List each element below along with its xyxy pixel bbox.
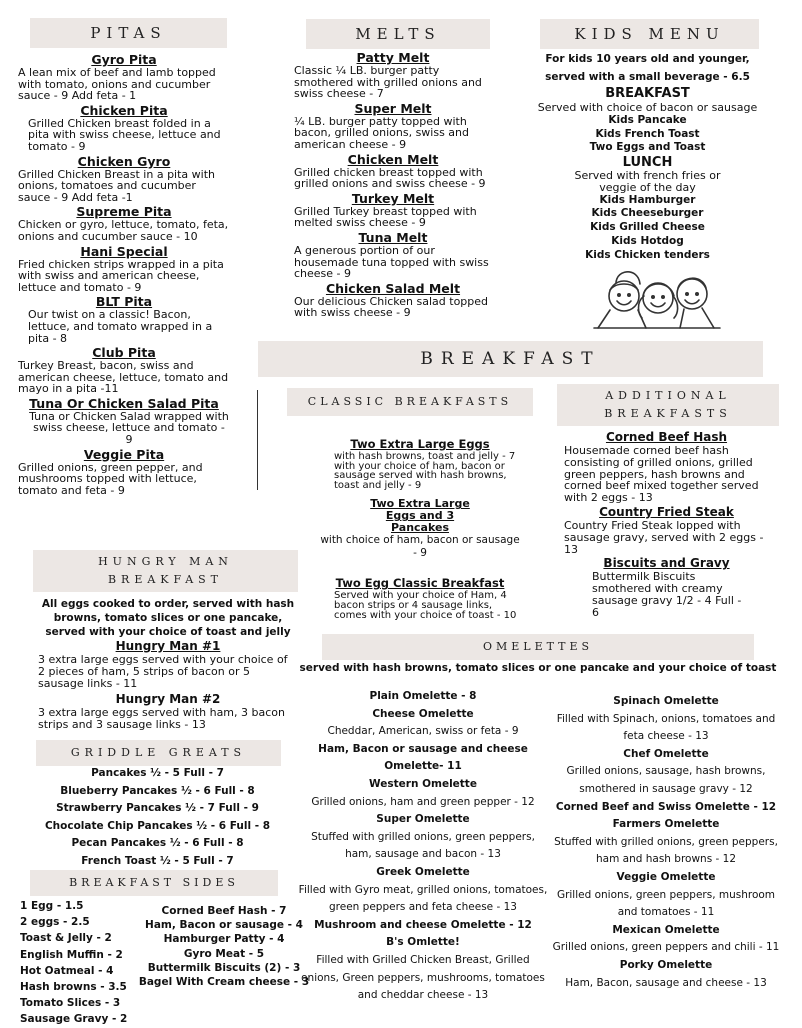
additional-desc: Country Fried Steak lopped with sausage gravy, served with 2 eggs - 13: [564, 518, 764, 556]
griddle-item: French Toast ½ - 5 Full - 7: [81, 854, 234, 867]
griddle-item: Pecan Pancakes ½ - 6 Full - 8: [71, 837, 244, 849]
pita-desc: Grilled Chicken Breast in a pita with onions, tomatoes and cucumber sauce - 9 Add feta -1: [18, 167, 215, 204]
side-item: Hot Oatmeal - 4: [20, 964, 114, 977]
melt-desc: Our delicious Chicken salad topped with swiss cheese - 9: [294, 294, 489, 320]
pita-desc: A lean mix of beef and lamb topped with tomato, onions and cucumber sauce - 9 Add feta - 1: [18, 66, 216, 103]
omelette-name: Western Omelette: [369, 777, 477, 790]
kids-lunch-note: Served with french fries or veggie of the day: [574, 168, 721, 194]
side-item: Hamburger Patty - 4: [163, 933, 285, 946]
additional-desc: Buttermilk Biscuits smothered with creamy sausage gravy 1/2 - 4 Full - 6: [592, 570, 742, 619]
kids-heading: KIDS MENU: [540, 19, 759, 49]
breakfast-heading: BREAKFAST: [258, 341, 763, 377]
griddle-item: Pancakes ½ - 5 Full - 7: [91, 767, 224, 779]
melt-name: Turkey Melt: [351, 190, 435, 206]
sides-col2: [138, 904, 310, 989]
kids-breakfast-item: Kids French Toast: [595, 127, 700, 140]
side-item: English Muffin - 2: [20, 948, 123, 961]
omelette-name: Porky Omelette: [619, 958, 713, 971]
melt-desc: Grilled Turkey breast topped with melted swiss cheese - 9: [294, 204, 477, 230]
omelette-name: Corned Beef and Swiss Omelette - 12: [555, 800, 777, 813]
side-item: Hash browns - 3.5: [20, 981, 127, 994]
pita-desc: Chicken or gyro, lettuce, tomato, feta, onions and cucumber sauce - 10: [18, 218, 229, 243]
kids-lunch-item: Kids Grilled Cheese: [590, 221, 705, 234]
additional-section: [564, 430, 769, 620]
omelettes-right: [552, 693, 780, 992]
kids-lunch-item: Kids Cheeseburger: [591, 207, 704, 220]
sides-heading: BREAKFAST SIDES: [30, 870, 278, 896]
omelette-name: Plain Omelette - 8: [369, 690, 477, 702]
pita-name: BLT Pita: [95, 294, 153, 310]
omelettes-left: [298, 688, 548, 1005]
melts-heading: MELTS: [306, 19, 490, 49]
melt-name: Chicken Melt: [347, 151, 439, 167]
kids-lunch-item: Kids Chicken tenders: [585, 248, 710, 261]
pita-name: Tuna Or Chicken Salad Pita: [29, 395, 219, 411]
griddle-section: [30, 765, 285, 870]
hungry-section: [38, 597, 298, 734]
pita-desc: Grilled Chicken breast folded in a pita with swiss cheese, lettuce and tomato - 9: [28, 116, 221, 153]
classic-desc: with choice of ham, bacon or sausage - 9: [320, 534, 520, 560]
melts-section: [288, 50, 498, 320]
kids-intro-2: served with a small beverage - 6.5: [545, 71, 750, 83]
melt-name: Patty Melt: [356, 50, 430, 65]
pita-desc: Fried chicken strips wrapped in a pita with swiss and american cheese, lettuce and tomato - 9: [18, 257, 224, 294]
omelette-name: Veggie Omelette: [616, 870, 716, 883]
side-item: 1 Egg - 1.5: [20, 900, 84, 912]
side-item: Toast & Jelly - 2: [20, 932, 112, 945]
side-item: 2 eggs - 2.5: [20, 916, 90, 929]
omelette-name: Mexican Omelette: [612, 923, 720, 936]
side-item: Ham, Bacon or sausage - 4: [145, 919, 303, 932]
omelette-name: Farmers Omelette: [612, 818, 720, 831]
melt-desc: Grilled chicken breast topped with grilled onions and swiss cheese - 9: [294, 165, 486, 191]
omelette-desc: Filled with Spinach, onions, tomatoes and feta cheese - 13: [556, 712, 776, 743]
griddle-item: Strawberry Pancakes ½ - 7 Full - 9: [56, 802, 259, 814]
omelette-name: Spinach Omelette: [613, 695, 719, 707]
classic-desc: Served with your choice of Ham, 4 bacon strips or 4 sausage links, comes with your choice of toast - 10: [334, 590, 517, 621]
pita-name: Hani Special: [80, 243, 168, 259]
melt-desc: Classic ¼ LB. burger patty smothered with grilled onions and swiss cheese - 7: [294, 64, 482, 101]
griddle-item: Blueberry Pancakes ½ - 6 Full - 8: [60, 784, 255, 797]
side-item: Sausage Gravy - 2: [20, 1013, 128, 1026]
melt-name: Chicken Salad Melt: [325, 280, 461, 296]
pita-desc: Grilled onions, green pepper, and mushrooms topped with lettuce, tomato and feta - 9: [18, 460, 203, 497]
classic-name: Two Extra Large Eggs and 3 Pancakes: [370, 497, 470, 535]
additional-name: Country Fried Steak: [599, 504, 734, 519]
kids-lunch-item: Kids Hotdog: [611, 234, 684, 247]
pita-desc: Tuna or Chicken Salad wrapped with swiss cheese, lettuce and tomato - 9: [29, 409, 229, 447]
hungry-desc: 3 extra large eggs served with your choice of 2 pieces of ham, 5 strips of bacon or 5 sausage links - 11: [38, 653, 288, 690]
additional-desc: Housemade corned beef hash consisting of grilled onions, grilled green peppers, hash browns and corned beef mixed together served with 2 eggs - 13: [564, 444, 759, 505]
pita-name: Chicken Pita: [80, 102, 168, 118]
omelette-name: Ham, Bacon or sausage and cheese Omelette- 11: [318, 742, 528, 773]
omelette-name: Cheese Omelette: [372, 707, 474, 720]
side-item: Buttermilk Biscuits (2) - 3: [147, 961, 301, 974]
omelette-name: Chef Omelette: [623, 747, 709, 760]
omelettes-heading: OMELETTES: [322, 634, 754, 660]
hungry-desc: 3 extra large eggs served with ham, 3 bacon strips and 3 sausage links - 13: [38, 706, 285, 732]
side-item: Corned Beef Hash - 7: [161, 905, 287, 917]
pitas-heading: PITAS: [30, 18, 227, 48]
omelette-desc: Filled with Gyro meat, grilled onions, tomatoes, green peppers and feta cheese - 13: [298, 883, 548, 914]
omelette-desc: Grilled onions, sausage, hash browns, smothered in sausage gravy - 12: [566, 765, 766, 795]
classic-section: [320, 437, 520, 628]
omelette-name: Super Omelette: [376, 813, 470, 826]
pita-name: Chicken Gyro: [77, 153, 171, 169]
hungry-name: Hungry Man #2: [115, 692, 221, 707]
pita-name: Veggie Pita: [83, 446, 165, 462]
kids-lunch-title: LUNCH: [622, 154, 673, 170]
classic-heading: CLASSIC BREAKFASTS: [287, 388, 533, 416]
kids-section: [520, 50, 775, 262]
omelette-name: Mushroom and cheese Omelette - 12: [314, 918, 532, 931]
sides-col1: [20, 898, 138, 1028]
pita-desc: Our twist on a classic! Bacon, lettuce, and tomato wrapped in a pita - 8: [28, 308, 213, 345]
pita-desc: Turkey Breast, bacon, swiss and american cheese, lettuce, tomato and mayo in a pita -11: [18, 359, 229, 396]
omelette-desc: Stuffed with grilled onions, green peppers, ham and hash browns - 12: [554, 835, 778, 866]
omelette-desc: Cheddar, American, swiss or feta - 9: [327, 725, 519, 738]
additional-name: Biscuits and Gravy: [603, 556, 730, 571]
omelette-desc: Ham, Bacon, sausage and cheese - 13: [565, 976, 767, 989]
hungry-name: Hungry Man #1: [115, 639, 221, 653]
omelette-desc: Grilled onions, green peppers and chili - 11: [552, 941, 780, 954]
side-item: Gyro Meat - 5: [183, 947, 265, 960]
kids-lunch-item: Kids Hamburger: [599, 193, 696, 206]
kids-intro-1: For kids 10 years old and younger,: [545, 53, 750, 65]
pita-name: Supreme Pita: [76, 204, 172, 220]
omelette-name: Greek Omelette: [376, 865, 470, 878]
side-item: Tomato Slices - 3: [20, 997, 121, 1010]
kids-breakfast-item: Two Eggs and Toast: [589, 141, 706, 153]
pita-name: Club Pita: [92, 345, 156, 361]
griddle-heading: GRIDDLE GREATS: [36, 740, 281, 766]
kids-breakfast-note: Served with choice of bacon or sausage: [537, 101, 758, 114]
classic-name: Two Egg Classic Breakfast: [335, 576, 505, 591]
hungry-heading: HUNGRY MAN BREAKFAST: [33, 550, 298, 592]
hungry-intro: All eggs cooked to order, served with hash browns, tomato slices or one pancake, served with your choice of toast and jelly: [41, 598, 295, 638]
melt-name: Super Melt: [354, 100, 432, 116]
pitas-section: [18, 52, 230, 497]
melt-name: Tuna Melt: [358, 229, 428, 245]
griddle-item: Chocolate Chip Pancakes ½ - 6 Full - 8: [44, 819, 271, 832]
omelette-desc: Stuffed with grilled onions, green peppers, ham, sausage and bacon - 13: [311, 830, 535, 861]
omelette-desc: Grilled onions, ham and green pepper - 12: [311, 795, 535, 808]
pita-name: Gyro Pita: [91, 52, 157, 67]
column-divider: [257, 390, 258, 490]
melt-desc: ¼ LB. burger patty topped with bacon, grilled onions, swiss and american cheese - 9: [294, 114, 470, 151]
omelettes-note: served with hash browns, tomato slices or one pancake and your choice of toast: [299, 662, 777, 674]
kids-breakfast-item: Kids Pancake: [608, 114, 687, 126]
additional-name: Corned Beef Hash: [605, 430, 728, 444]
omelette-name: B's Omlette!: [386, 936, 460, 949]
omelette-desc: Filled with Grilled Chicken Breast, Grilled onions, Green peppers, mushrooms, tomatoes and cheddar cheese - 13: [301, 953, 545, 1002]
melt-desc: A generous portion of our housemade tuna topped with swiss cheese - 9: [294, 243, 489, 281]
side-item: Bagel With Cream cheese - 3: [138, 976, 310, 989]
classic-desc: with hash browns, toast and jelly - 7 with your choice of ham, bacon or sausage served with hash browns, toast and jelly - 9: [334, 451, 516, 491]
omelette-desc: Grilled onions, green peppers, mushroom and tomatoes - 11: [556, 888, 776, 919]
kids-breakfast-title: BREAKFAST: [605, 86, 690, 101]
kids-illustration: [588, 262, 724, 332]
classic-name: Two Extra Large Eggs: [350, 437, 490, 451]
additional-heading: ADDITIONAL BREAKFASTS: [557, 384, 779, 426]
